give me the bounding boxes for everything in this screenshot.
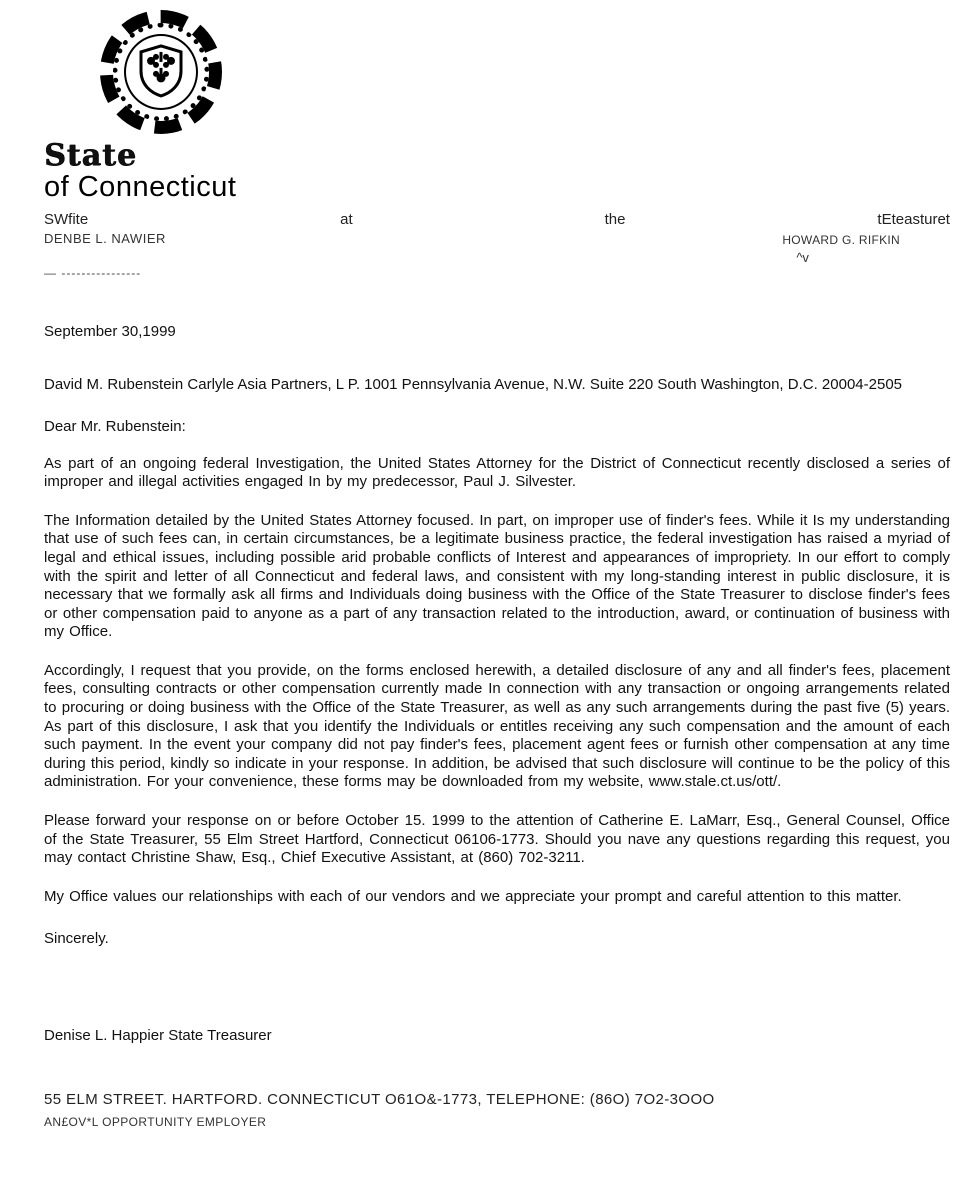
office-line-word-3: the <box>604 210 626 228</box>
letterhead-of-connecticut: of Connecticut <box>44 170 237 203</box>
paragraph-4: Please forward your response on or before October 15. 1999 to the attention of Catherine E. LaMarr, Esq., General Counsel, Office of the State Treasurer, 55 Elm Street Hartford, Connecticut 06106-1773. Should you nave any questions regarding this request, you may contact Christine Shaw, Esq., Chief Executive Assistant, at (860) 702-3211. <box>44 812 950 867</box>
office-line-word-2: at <box>340 210 353 228</box>
signature-line: Denise L. Happier State Treasurer <box>44 1027 272 1045</box>
paragraph-3: Accordingly, I request that you provide, on the forms enclosed herewith, a detailed disclosure of any and all finder's fees, placement fees, consulting contracts or other compensation currently made In connection with any transaction or ongoing arrangements related to procuring or doing business with the Office of the State Treasurer, as well as any such arrangements during the past five (5) years. As part of this disclosure, I ask that you identify the Individuals or entitles receiving any such compensation and the amount of each such payment. In the event your company did not pay finder's fees, placement agent fees or furnish other compensation at any time during this period, kindly so indicate in your response. In addition, be advised that such disclosure will continue to be the policy of this administration. For your convenience, these forms may be downloaded from my website, www.stale.ct.us/ott/. <box>44 661 951 791</box>
letterhead-names-line <box>44 231 950 265</box>
letterhead-rule: — ---------------- <box>44 265 142 280</box>
footer-equal-opportunity: AN£OV*L OPPORTUNITY EMPLOYER <box>44 1115 267 1130</box>
seal-shield-icon <box>138 44 184 98</box>
paragraph-5: My Office values our relationships with each of our vendors and we appreciate your prompt and careful attention to this matter. <box>44 887 902 905</box>
treasurer-name: DENBE L. NAWIER <box>44 230 166 246</box>
deputy-name-block <box>782 231 900 265</box>
letter-date: September 30,1999 <box>44 322 176 340</box>
deputy-name: HOWARD G. RIFKIN <box>782 232 900 247</box>
office-line-word-1: SWfite <box>44 210 89 228</box>
letterhead-office-line <box>44 211 950 228</box>
deputy-caret-mark: ^v <box>796 249 809 265</box>
footer-address: 55 ELM STREET. HARTFORD. CONNECTICUT O61O&-1773, TELEPHONE: (86O) 7O2-3OOO <box>44 1091 715 1109</box>
salutation: Dear Mr. Rubenstein: <box>44 417 186 435</box>
letterhead-state-word: State <box>44 138 137 173</box>
recipient-address: David M. Rubenstein Carlyle Asia Partners, L P. 1001 Pennsylvania Avenue, N.W. Suite 220 South Washington, D.C. 20004-2505 <box>44 375 903 393</box>
paragraph-2: The Information detailed by the United States Attorney focused. In part, on improper use of finder's fees. While it Is my understanding that use of such fees can, in certain circumstances, be a legitimate business practice, the federal investigation has raised a myriad of legal and ethical issues, including possible arid probable conflicts of Interest and appearances of impropriety. In our effort to comply with the spirit and letter of all Connecticut and federal laws, and consistent with my long-standing interest in public disclosure, it is necessary that we formally ask all firms and Individuals doing business with the Office of the State Treasurer to disclose finder's fees or other compensation paid to anyone as a part of any transaction related to the introduction, award, or continuation of business with my Office. <box>44 511 950 641</box>
connecticut-state-seal-icon <box>100 10 222 134</box>
paragraph-1: As part of an ongoing federal Investigation, the United States Attorney for the District of Connecticut recently disclosed a series of improper and illegal activities engaged In by my predecessor, Paul J. Silvester. <box>44 454 950 491</box>
office-line-word-4: tEteasturet <box>877 210 950 228</box>
closing: Sincerely. <box>44 930 109 948</box>
footer <box>44 1091 950 1129</box>
